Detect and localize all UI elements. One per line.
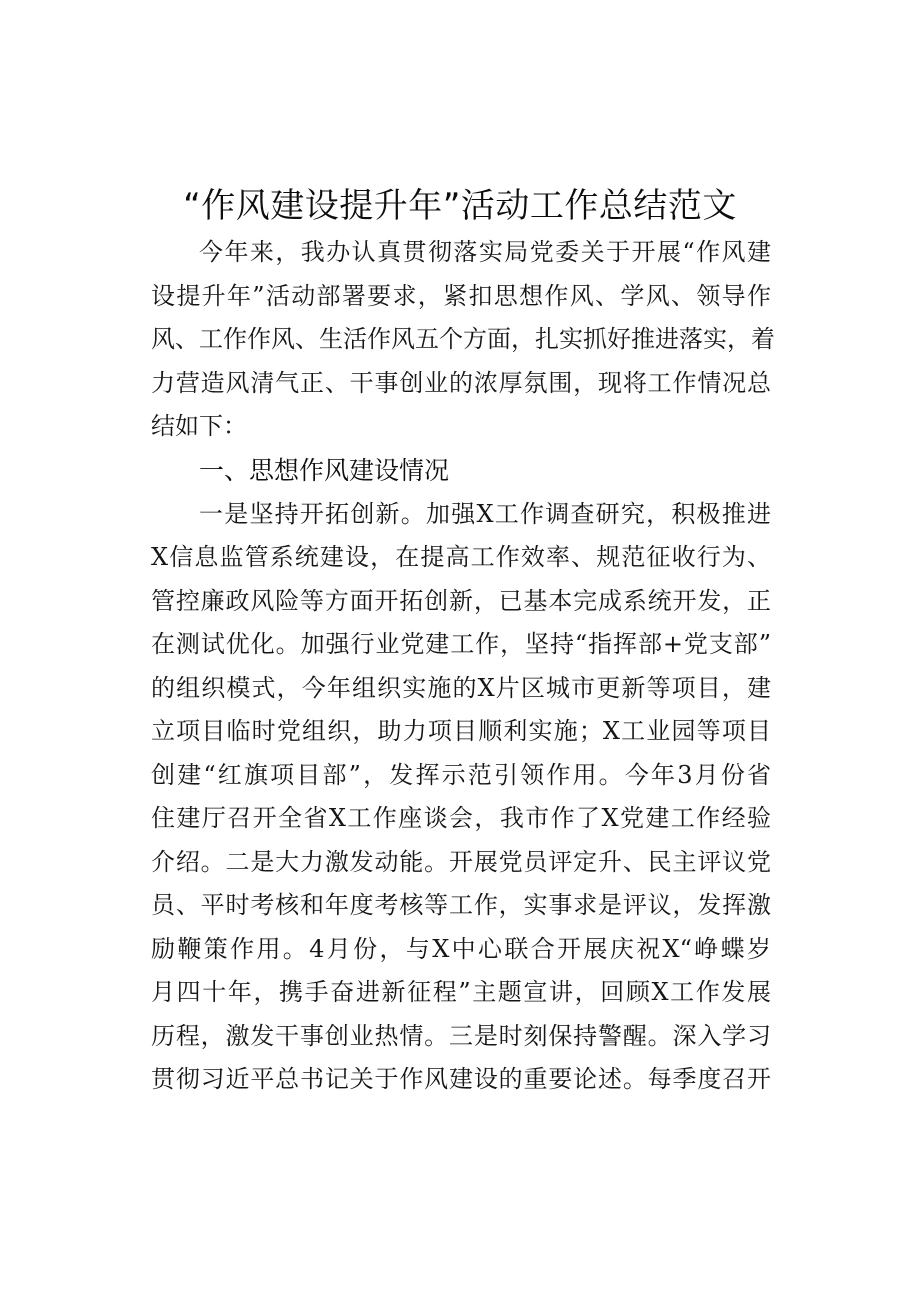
section-line: 在测试优化。加强行业党建工作，坚持“指挥部+党支部” [151,630,771,658]
section-line: 创建“红旗项目部”，发挥示范引领作用。今年3月份省 [151,760,771,789]
section-line: 管控廉政风险等方面开拓创新，已基本完成系统开发，正 [151,586,771,615]
intro-line: 设提升年”活动部署要求，紧扣思想作风、学风、领导作 [151,281,771,310]
document-body [151,231,775,1102]
section-line: 一是坚持开拓创新。加强X工作调查研究，积极推进 [199,499,771,528]
section-line: 贯彻习近平总书记关于作风建设的重要论述。每季度召开 [151,1065,771,1093]
intro-line: 结如下： [151,412,247,440]
section-line: 介绍。二是大力激发动能。开展党员评定升、民主评议党 [151,847,771,876]
section-line: 住建厅召开全省X工作座谈会，我市作了X党建工作经验 [151,804,771,832]
section-line: 励鞭策作用。4月份，与X中心联合开展庆祝X“峥蝶岁 [151,934,771,963]
intro-line: 力营造风清气正、干事创业的浓厚氛围，现将工作情况总 [151,368,771,397]
intro-line: 风、工作作风、生活作风五个方面，扎实抓好推进落实，着 [151,325,775,353]
document-title: “作风建设提升年”活动工作总结范文 [183,186,737,226]
section-heading: 一、思想作风建设情况 [199,455,450,485]
intro-line: 今年来，我办认真贯彻落实局党委关于开展“作风建 [199,238,771,266]
section-line: X信息监管系统建设，在提高工作效率、规范征收行为、 [151,543,771,571]
section-line: 立项目临时党组织，助力项目顺利实施；X工业园等项目 [151,717,771,745]
section-line: 的组织模式，今年组织实施的X片区城市更新等项目，建 [151,673,771,702]
section-line: 月四十年，携手奋进新征程”主题宣讲，回顾X工作发展 [151,978,771,1006]
section-line: 历程，激发干事创业热情。三是时刻保持警醒。深入学习 [151,1021,771,1050]
section-line: 员、平时考核和年度考核等工作，实事求是评议，发挥激 [151,891,771,919]
